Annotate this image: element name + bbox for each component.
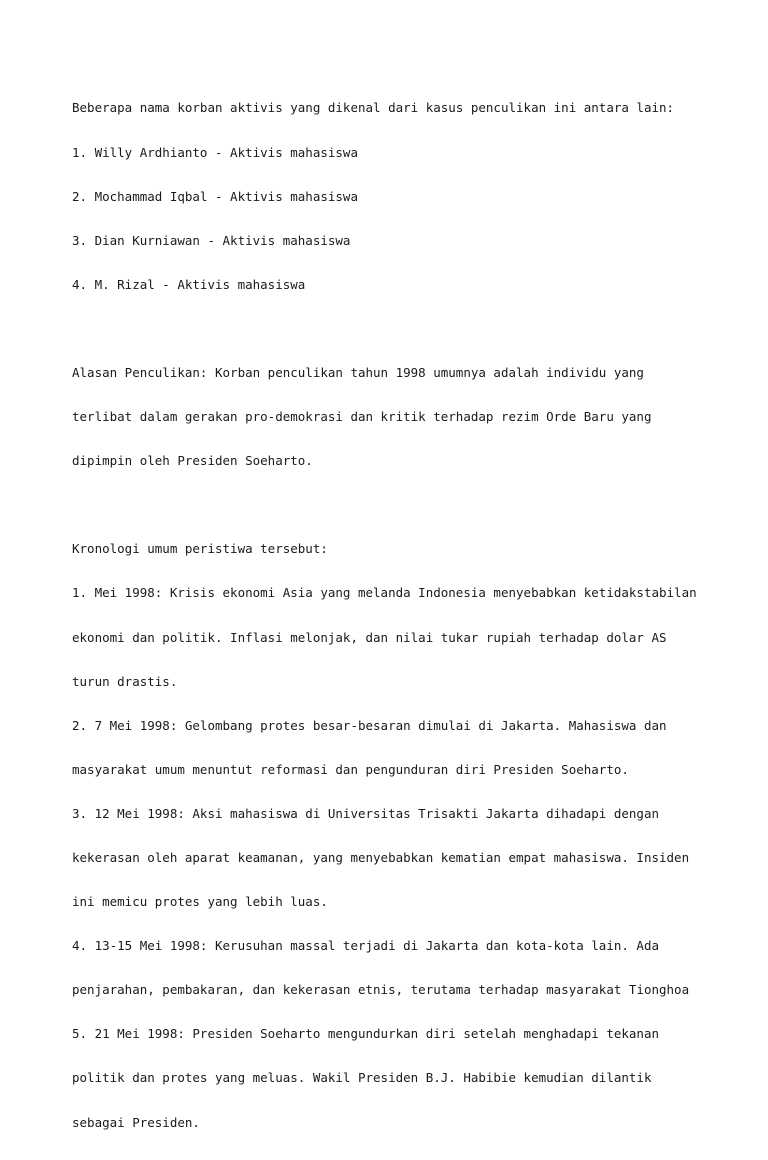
chronology-line: kekerasan oleh aparat keamanan, yang menyebabkan kematian empat mahasiswa. Insiden — [72, 850, 690, 865]
chronology-line: penjarahan, pembakaran, dan kekerasan etnis, terutama terhadap masyarakat Tionghoa — [72, 982, 690, 998]
chronology-line: sebagai Presiden. — [72, 1114, 200, 1130]
reason-line: terlibat dalam gerakan pro-demokrasi dan kritik terhadap rezim Orde Baru yang — [72, 409, 652, 425]
chronology-intro: Kronologi umum peristiwa tersebut: — [72, 541, 328, 557]
chronology-line: masyarakat umum menuntut reformasi dan pengunduran diri Presiden Soeharto. — [72, 761, 629, 777]
chronology-line: 4. 13-15 Mei 1998: Kerusuhan massal terjadi di Jakarta dan kota-kota lain. Ada — [72, 938, 659, 954]
paragraph-gap — [72, 498, 732, 513]
chronology-line: 5. 21 Mei 1998: Presiden Soeharto mengundurkan diri setelah menghadapi tekanan — [72, 1026, 659, 1042]
chronology-line: 3. 12 Mei 1998: Aksi mahasiswa di Universitas Trisakti Jakarta dihadapi dengan — [72, 805, 659, 821]
reason-line: Alasan Penculikan: Korban penculikan tahun 1998 umumnya adalah individu yang — [72, 364, 644, 380]
chronology-line: ini memicu protes yang lebih luas. — [72, 894, 328, 910]
victim-item: 2. Mochammad Iqbal - Aktivis mahasiswa — [72, 188, 358, 204]
victim-item: 4. M. Rizal - Aktivis mahasiswa — [72, 276, 306, 292]
paragraph-gap — [72, 322, 732, 337]
document-text — [72, 72, 732, 1160]
chronology-line: ekonomi dan politik. Inflasi melonjak, dan nilai tukar rupiah terhadap dolar AS — [72, 629, 667, 645]
victim-item: 1. Willy Ardhianto - Aktivis mahasiswa — [72, 144, 358, 160]
chronology-line: turun drastis. — [72, 673, 178, 689]
reason-line: dipimpin oleh Presiden Soeharto. — [72, 453, 313, 469]
victims-intro: Beberapa nama korban aktivis yang dikenal dari kasus penculikan ini antara lain: — [72, 100, 675, 116]
chronology-line: politik dan protes yang meluas. Wakil Presiden B.J. Habibie kemudian dilantik — [72, 1070, 652, 1086]
chronology-line: 2. 7 Mei 1998: Gelombang protes besar-besaran dimulai di Jakarta. Mahasiswa dan — [72, 717, 667, 733]
chronology-line: 1. Mei 1998: Krisis ekonomi Asia yang melanda Indonesia menyebabkan ketidakstabilan — [72, 585, 697, 601]
victim-item: 3. Dian Kurniawan - Aktivis mahasiswa — [72, 232, 351, 248]
